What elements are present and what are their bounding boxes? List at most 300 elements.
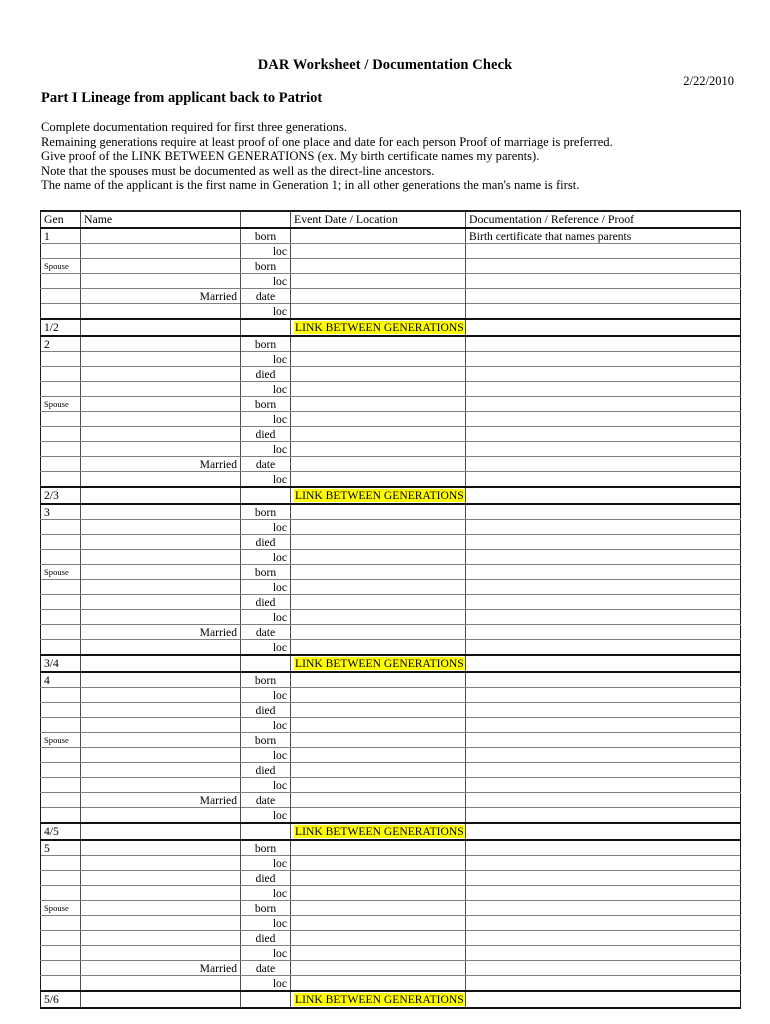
documentation-entry-cell[interactable] — [466, 580, 741, 595]
generation-cell — [41, 244, 81, 259]
table-row — [41, 228, 741, 244]
name-entry-cell[interactable] — [81, 412, 241, 427]
generation-cell: 3/4 — [41, 655, 81, 672]
documentation-entry-cell[interactable] — [466, 976, 741, 992]
event-type-label: loc — [241, 808, 291, 824]
documentation-entry-cell[interactable] — [466, 688, 741, 703]
generation-cell — [41, 535, 81, 550]
table-row — [41, 703, 741, 718]
generation-cell — [41, 916, 81, 931]
event-type-label: born — [241, 259, 291, 274]
documentation-entry-cell[interactable] — [466, 504, 741, 520]
link-between-generations-row — [41, 319, 741, 336]
event-entry-cell[interactable] — [291, 763, 466, 778]
documentation-entry-cell[interactable] — [466, 808, 741, 824]
table-row — [41, 763, 741, 778]
event-entry-cell[interactable] — [291, 688, 466, 703]
event-type-label — [241, 319, 291, 336]
documentation-entry-cell[interactable] — [466, 991, 741, 1008]
documentation-entry-cell[interactable] — [466, 946, 741, 961]
table-row — [41, 580, 741, 595]
table-row — [41, 733, 741, 748]
column-header-blank — [241, 211, 291, 228]
generation-cell — [41, 289, 81, 304]
spouse-label-cell: Spouse — [41, 259, 81, 274]
documentation-entry-cell[interactable] — [466, 672, 741, 688]
table-row — [41, 610, 741, 625]
generation-cell — [41, 520, 81, 535]
link-banner-cell — [291, 823, 466, 840]
documentation-entry-cell[interactable] — [466, 412, 741, 427]
generation-cell — [41, 931, 81, 946]
name-entry-cell[interactable] — [81, 319, 241, 336]
table-row — [41, 688, 741, 703]
event-entry-cell[interactable] — [291, 397, 466, 412]
event-type-label: loc — [241, 412, 291, 427]
name-entry-cell[interactable] — [81, 228, 241, 244]
table-row — [41, 886, 741, 901]
event-entry-cell[interactable] — [291, 228, 466, 244]
table-row — [41, 976, 741, 992]
documentation-entry-cell[interactable] — [466, 319, 741, 336]
event-entry-cell[interactable] — [291, 520, 466, 535]
event-entry-cell[interactable] — [291, 244, 466, 259]
documentation-entry-cell[interactable] — [466, 655, 741, 672]
name-entry-cell[interactable] — [81, 504, 241, 520]
column-header-event: Event Date / Location — [291, 211, 466, 228]
event-type-label: loc — [241, 304, 291, 320]
documentation-entry-cell[interactable] — [466, 457, 741, 472]
event-entry-cell[interactable] — [291, 336, 466, 352]
table-row — [41, 550, 741, 565]
generation-cell — [41, 457, 81, 472]
documentation-entry-cell[interactable] — [466, 304, 741, 320]
documentation-entry-cell[interactable] — [466, 640, 741, 656]
event-type-label: born — [241, 901, 291, 916]
event-entry-cell[interactable] — [291, 916, 466, 931]
instruction-line: The name of the applicant is the first name in Generation 1; in all other generations the man's name is first. — [41, 178, 580, 193]
name-entry-cell[interactable] — [81, 748, 241, 763]
generation-cell — [41, 856, 81, 871]
generation-cell: 1/2 — [41, 319, 81, 336]
event-type-label: died — [241, 535, 291, 550]
table-row — [41, 427, 741, 442]
name-entry-cell[interactable] — [81, 976, 241, 992]
link-between-generations-row — [41, 655, 741, 672]
name-entry-cell[interactable] — [81, 688, 241, 703]
table-row — [41, 352, 741, 367]
event-type-label: loc — [241, 580, 291, 595]
documentation-entry-cell[interactable] — [466, 840, 741, 856]
name-entry-cell[interactable] — [81, 427, 241, 442]
name-entry-cell[interactable] — [81, 472, 241, 488]
name-entry-cell[interactable] — [81, 565, 241, 580]
table-row — [41, 672, 741, 688]
spouse-label-cell: Spouse — [41, 901, 81, 916]
documentation-entry-cell[interactable] — [466, 931, 741, 946]
event-entry-cell[interactable] — [291, 427, 466, 442]
documentation-entry-cell[interactable] — [466, 856, 741, 871]
name-entry-cell[interactable] — [81, 259, 241, 274]
name-entry-cell[interactable] — [81, 763, 241, 778]
event-entry-cell[interactable] — [291, 856, 466, 871]
instructions-block — [41, 120, 741, 193]
documentation-entry-cell[interactable]: Birth certificate that names parents — [466, 228, 741, 244]
generation-cell — [41, 610, 81, 625]
table-row — [41, 640, 741, 656]
married-label-cell: Married — [81, 793, 241, 808]
event-type-label: date — [241, 961, 291, 976]
documentation-entry-cell[interactable] — [466, 961, 741, 976]
event-type-label: date — [241, 793, 291, 808]
link-between-generations-text: LINK BETWEEN GENERATIONS — [295, 489, 464, 502]
documentation-entry-cell[interactable] — [466, 550, 741, 565]
documentation-entry-cell[interactable] — [466, 442, 741, 457]
table-row — [41, 916, 741, 931]
name-entry-cell[interactable] — [81, 336, 241, 352]
link-banner-cell — [291, 655, 466, 672]
generation-cell — [41, 382, 81, 397]
name-entry-cell[interactable] — [81, 901, 241, 916]
name-entry-cell[interactable] — [81, 304, 241, 320]
event-entry-cell[interactable] — [291, 718, 466, 733]
generation-cell — [41, 886, 81, 901]
generation-cell: 5 — [41, 840, 81, 856]
name-entry-cell[interactable] — [81, 487, 241, 504]
table-row — [41, 442, 741, 457]
event-type-label: loc — [241, 244, 291, 259]
generation-cell — [41, 961, 81, 976]
table-header-row — [41, 211, 741, 228]
event-type-label: died — [241, 427, 291, 442]
name-entry-cell[interactable] — [81, 823, 241, 840]
event-entry-cell[interactable] — [291, 382, 466, 397]
documentation-entry-cell[interactable] — [466, 823, 741, 840]
name-entry-cell[interactable] — [81, 367, 241, 382]
generation-cell — [41, 778, 81, 793]
event-entry-cell[interactable] — [291, 550, 466, 565]
event-type-label: loc — [241, 274, 291, 289]
event-entry-cell[interactable] — [291, 793, 466, 808]
name-entry-cell[interactable] — [81, 352, 241, 367]
married-label-cell: Married — [81, 457, 241, 472]
event-entry-cell[interactable] — [291, 931, 466, 946]
name-entry-cell[interactable] — [81, 886, 241, 901]
table-row — [41, 289, 741, 304]
worksheet-body — [41, 211, 741, 1008]
event-entry-cell[interactable] — [291, 871, 466, 886]
table-row — [41, 274, 741, 289]
event-entry-cell[interactable] — [291, 412, 466, 427]
event-type-label: born — [241, 565, 291, 580]
name-entry-cell[interactable] — [81, 640, 241, 656]
documentation-entry-cell[interactable] — [466, 718, 741, 733]
instruction-line: Note that the spouses must be documented as well as the direct-line ancestors. — [41, 163, 435, 178]
event-entry-cell[interactable] — [291, 946, 466, 961]
table-row — [41, 520, 741, 535]
event-entry-cell[interactable] — [291, 442, 466, 457]
documentation-entry-cell[interactable] — [466, 871, 741, 886]
name-entry-cell[interactable] — [81, 840, 241, 856]
name-entry-cell[interactable] — [81, 595, 241, 610]
generation-cell — [41, 304, 81, 320]
part-heading: Part I Lineage from applicant back to Patriot — [41, 90, 323, 106]
event-entry-cell[interactable] — [291, 733, 466, 748]
event-type-label: loc — [241, 352, 291, 367]
event-type-label: born — [241, 228, 291, 244]
table-row — [41, 472, 741, 488]
documentation-entry-cell[interactable] — [466, 520, 741, 535]
event-entry-cell[interactable] — [291, 367, 466, 382]
documentation-entry-cell[interactable] — [466, 778, 741, 793]
name-entry-cell[interactable] — [81, 871, 241, 886]
event-entry-cell[interactable] — [291, 808, 466, 824]
generation-cell — [41, 688, 81, 703]
column-header-name: Name — [81, 211, 241, 228]
event-entry-cell[interactable] — [291, 580, 466, 595]
table-row — [41, 367, 741, 382]
table-row — [41, 259, 741, 274]
event-type-label: died — [241, 595, 291, 610]
event-entry-cell[interactable] — [291, 778, 466, 793]
table-row — [41, 793, 741, 808]
documentation-entry-cell[interactable] — [466, 916, 741, 931]
event-type-label — [241, 487, 291, 504]
table-row — [41, 871, 741, 886]
table-row — [41, 901, 741, 916]
link-banner-cell — [291, 991, 466, 1008]
link-between-generations-text: LINK BETWEEN GENERATIONS — [295, 825, 464, 838]
documentation-entry-cell[interactable] — [466, 535, 741, 550]
event-entry-cell[interactable] — [291, 472, 466, 488]
documentation-entry-cell[interactable] — [466, 610, 741, 625]
event-type-label: date — [241, 289, 291, 304]
table-row — [41, 595, 741, 610]
table-row — [41, 382, 741, 397]
event-type-label: born — [241, 336, 291, 352]
generation-cell: 1 — [41, 228, 81, 244]
event-type-label — [241, 991, 291, 1008]
documentation-entry-cell[interactable] — [466, 274, 741, 289]
documentation-entry-cell[interactable] — [466, 886, 741, 901]
event-type-label: loc — [241, 778, 291, 793]
name-entry-cell[interactable] — [81, 808, 241, 824]
documentation-entry-cell[interactable] — [466, 595, 741, 610]
name-entry-cell[interactable] — [81, 718, 241, 733]
name-entry-cell[interactable] — [81, 916, 241, 931]
documentation-entry-cell[interactable] — [466, 748, 741, 763]
event-type-label: born — [241, 504, 291, 520]
name-entry-cell[interactable] — [81, 550, 241, 565]
married-label-cell: Married — [81, 961, 241, 976]
event-type-label: born — [241, 672, 291, 688]
event-type-label: loc — [241, 520, 291, 535]
documentation-entry-cell[interactable] — [466, 427, 741, 442]
generation-cell — [41, 352, 81, 367]
table-row — [41, 397, 741, 412]
event-entry-cell[interactable] — [291, 610, 466, 625]
event-entry-cell[interactable] — [291, 625, 466, 640]
name-entry-cell[interactable] — [81, 610, 241, 625]
documentation-entry-cell[interactable] — [466, 397, 741, 412]
event-entry-cell[interactable] — [291, 274, 466, 289]
event-type-label: died — [241, 367, 291, 382]
generation-cell — [41, 871, 81, 886]
table-row — [41, 457, 741, 472]
table-row — [41, 961, 741, 976]
documentation-entry-cell[interactable] — [466, 259, 741, 274]
link-banner-cell — [291, 319, 466, 336]
generation-cell: 2 — [41, 336, 81, 352]
generation-cell: 4 — [41, 672, 81, 688]
event-entry-cell[interactable] — [291, 565, 466, 580]
documentation-entry-cell[interactable] — [466, 703, 741, 718]
spouse-label-cell: Spouse — [41, 565, 81, 580]
event-entry-cell[interactable] — [291, 840, 466, 856]
event-type-label: loc — [241, 886, 291, 901]
event-type-label: date — [241, 457, 291, 472]
link-between-generations-row — [41, 487, 741, 504]
generation-cell — [41, 427, 81, 442]
name-entry-cell[interactable] — [81, 580, 241, 595]
name-entry-cell[interactable] — [81, 520, 241, 535]
link-between-generations-text: LINK BETWEEN GENERATIONS — [295, 993, 464, 1006]
instruction-line: Give proof of the LINK BETWEEN GENERATIONS (ex. My birth certificate names my parents). — [41, 149, 540, 164]
event-entry-cell[interactable] — [291, 595, 466, 610]
documentation-entry-cell[interactable] — [466, 565, 741, 580]
documentation-entry-cell[interactable] — [466, 382, 741, 397]
event-type-label — [241, 655, 291, 672]
event-entry-cell[interactable] — [291, 672, 466, 688]
generation-cell: 5/6 — [41, 991, 81, 1008]
event-entry-cell[interactable] — [291, 901, 466, 916]
event-type-label — [241, 823, 291, 840]
event-entry-cell[interactable] — [291, 304, 466, 320]
link-between-generations-text: LINK BETWEEN GENERATIONS — [295, 321, 464, 334]
event-type-label: loc — [241, 856, 291, 871]
event-type-label: loc — [241, 718, 291, 733]
event-type-label: died — [241, 763, 291, 778]
event-entry-cell[interactable] — [291, 961, 466, 976]
name-entry-cell[interactable] — [81, 382, 241, 397]
event-type-label: loc — [241, 640, 291, 656]
spouse-label-cell: Spouse — [41, 397, 81, 412]
documentation-entry-cell[interactable] — [466, 289, 741, 304]
event-entry-cell[interactable] — [291, 504, 466, 520]
name-entry-cell[interactable] — [81, 991, 241, 1008]
generation-cell — [41, 550, 81, 565]
name-entry-cell[interactable] — [81, 535, 241, 550]
name-entry-cell[interactable] — [81, 733, 241, 748]
generation-cell: 2/3 — [41, 487, 81, 504]
table-row — [41, 840, 741, 856]
name-entry-cell[interactable] — [81, 856, 241, 871]
instruction-line: Complete documentation required for first three generations. — [41, 120, 347, 134]
event-entry-cell[interactable] — [291, 976, 466, 992]
event-type-label: loc — [241, 688, 291, 703]
documentation-entry-cell[interactable] — [466, 352, 741, 367]
generation-cell — [41, 442, 81, 457]
event-entry-cell[interactable] — [291, 259, 466, 274]
name-entry-cell[interactable] — [81, 931, 241, 946]
table-row — [41, 931, 741, 946]
link-between-generations-row — [41, 823, 741, 840]
event-entry-cell[interactable] — [291, 703, 466, 718]
link-between-generations-text: LINK BETWEEN GENERATIONS — [295, 657, 464, 670]
table-row — [41, 946, 741, 961]
documentation-entry-cell[interactable] — [466, 733, 741, 748]
column-header-gen: Gen — [41, 211, 81, 228]
event-type-label: died — [241, 871, 291, 886]
table-row — [41, 565, 741, 580]
event-type-label: loc — [241, 916, 291, 931]
generation-cell: 4/5 — [41, 823, 81, 840]
event-type-label: died — [241, 703, 291, 718]
table-row — [41, 504, 741, 520]
event-entry-cell[interactable] — [291, 457, 466, 472]
event-entry-cell[interactable] — [291, 640, 466, 656]
event-type-label: loc — [241, 382, 291, 397]
generation-cell — [41, 625, 81, 640]
table-row — [41, 808, 741, 824]
generation-cell — [41, 976, 81, 992]
documentation-entry-cell[interactable] — [466, 244, 741, 259]
documentation-entry-cell[interactable] — [466, 625, 741, 640]
event-type-label: died — [241, 931, 291, 946]
generation-cell — [41, 580, 81, 595]
event-entry-cell[interactable] — [291, 289, 466, 304]
link-banner-cell — [291, 487, 466, 504]
documentation-entry-cell[interactable] — [466, 487, 741, 504]
page-title: DAR Worksheet / Documentation Check — [257, 57, 513, 73]
generation-cell — [41, 946, 81, 961]
event-entry-cell[interactable] — [291, 535, 466, 550]
event-type-label: born — [241, 733, 291, 748]
documentation-entry-cell[interactable] — [466, 472, 741, 488]
name-entry-cell[interactable] — [81, 946, 241, 961]
generation-cell — [41, 793, 81, 808]
generation-cell — [41, 703, 81, 718]
name-entry-cell[interactable] — [81, 442, 241, 457]
generation-cell — [41, 718, 81, 733]
married-label-cell: Married — [81, 289, 241, 304]
event-entry-cell[interactable] — [291, 352, 466, 367]
generation-cell — [41, 640, 81, 656]
documentation-entry-cell[interactable] — [466, 901, 741, 916]
event-type-label: loc — [241, 550, 291, 565]
name-entry-cell[interactable] — [81, 244, 241, 259]
name-entry-cell[interactable] — [81, 655, 241, 672]
event-entry-cell[interactable] — [291, 886, 466, 901]
documentation-entry-cell[interactable] — [466, 336, 741, 352]
table-row — [41, 412, 741, 427]
table-row — [41, 748, 741, 763]
name-entry-cell[interactable] — [81, 672, 241, 688]
name-entry-cell[interactable] — [81, 778, 241, 793]
documentation-entry-cell[interactable] — [466, 763, 741, 778]
name-entry-cell[interactable] — [81, 703, 241, 718]
event-entry-cell[interactable] — [291, 748, 466, 763]
generation-cell — [41, 274, 81, 289]
event-type-label: loc — [241, 976, 291, 992]
documentation-entry-cell[interactable] — [466, 793, 741, 808]
generation-cell — [41, 748, 81, 763]
name-entry-cell[interactable] — [81, 274, 241, 289]
documentation-entry-cell[interactable] — [466, 367, 741, 382]
name-entry-cell[interactable] — [81, 397, 241, 412]
column-header-doc: Documentation / Reference / Proof — [466, 211, 741, 228]
document-date: 2/22/2010 — [683, 74, 734, 88]
